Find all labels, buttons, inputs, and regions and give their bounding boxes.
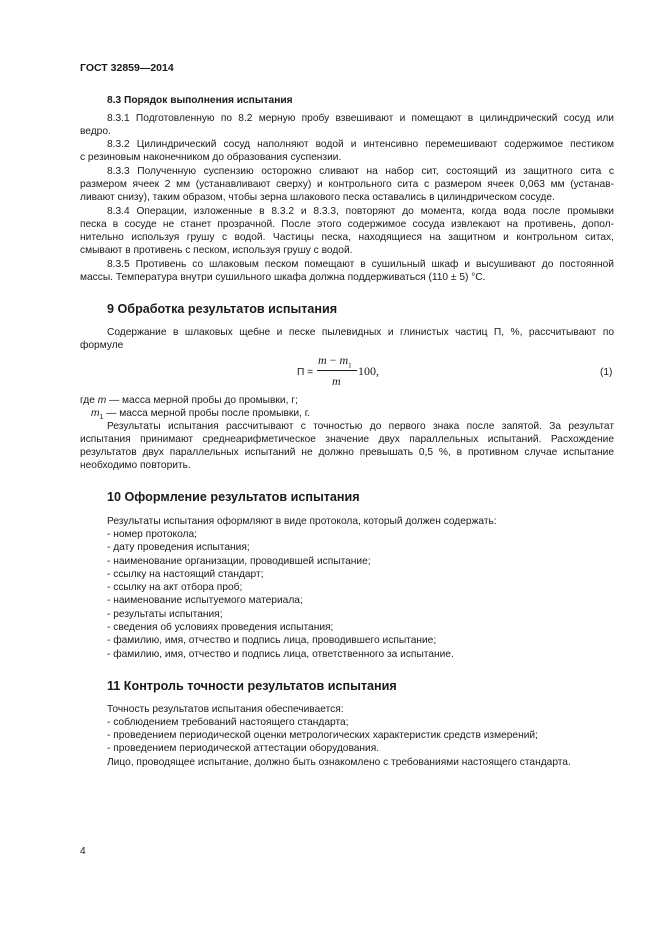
paragraph-line: с резиновым наконечником до образования суспензии. bbox=[80, 152, 342, 163]
section-title-11: 11 Контроль точности результатов испытания bbox=[107, 679, 397, 693]
formula-number: (1) bbox=[600, 367, 613, 378]
paragraph-line: 8.3.5 Противень со шлаковым песком помещают в сушильный шкаф и высушивают до постоянной bbox=[107, 259, 614, 270]
paragraph-line: размером ячеек 2 мм (устанавливают сверху) и контрольного сита с размером ячеек 0,063 мм (устанав- bbox=[80, 179, 614, 190]
paragraph-line: ведро. bbox=[80, 126, 111, 137]
subsection-title-8-3: 8.3 Порядок выполнения испытания bbox=[107, 95, 293, 106]
paragraph-line: формуле bbox=[80, 340, 124, 351]
formula-denominator: m bbox=[332, 374, 341, 388]
list-item: - проведением периодической оценки метрологических характеристик средств измерений; bbox=[107, 730, 538, 741]
formula-explanation: где m — масса мерной пробы до промывки, г; bbox=[80, 395, 298, 406]
paragraph-line: массы. Температура внутри сушильного шкафа должна поддерживаться (110 ± 5) °С. bbox=[80, 272, 486, 283]
section-title-9: 9 Обработка результатов испытания bbox=[107, 302, 338, 316]
paragraph-line: испытания принимают среднеарифметическое значение двух параллельных испытаний. Расхождение bbox=[80, 434, 614, 445]
formula-explanation: $m_1$ — масса мерной пробы после промывки, г. bbox=[91, 408, 311, 422]
list-item: - фамилию, имя, отчество и подпись лица, ответственного за испытание. bbox=[107, 649, 454, 660]
paragraph-line: 8.3.2 Цилиндрический сосуд наполняют водой и интенсивно перемешивают содержимое пестиком bbox=[107, 139, 614, 150]
paragraph-line: Точность результатов испытания обеспечивается: bbox=[107, 704, 344, 715]
paragraph-line: Результаты испытания рассчитывают с точностью до первого знака после запятой. За результат bbox=[107, 421, 614, 432]
document-header: ГОСТ 32859—2014 bbox=[80, 62, 174, 74]
paragraph-line: необходимо повторить. bbox=[80, 460, 191, 471]
paragraph-line: нительно используя грушу с водой. Частицы песка, находящиеся на защитном и контрольном ситах, bbox=[80, 232, 614, 243]
list-item: - фамилию, имя, отчество и подпись лица, проводившего испытание; bbox=[107, 635, 437, 646]
paragraph-line: смывают в противень с песком, используя грушу с водой. bbox=[80, 245, 353, 256]
paragraph-line: 8.3.3 Полученную суспензию осторожно сливают на набор сит, состоящий из защитного сита с bbox=[107, 166, 614, 177]
paragraph-line: песка в сосуде не станет прозрачной. После этого содержимое сосуда извлекают на противень, допол- bbox=[80, 219, 614, 230]
paragraph-line: 8.3.1 Подготовленную по 8.2 мерную пробу взвешивают и помещают в цилиндрический сосуд или bbox=[107, 113, 614, 124]
formula-lhs: П = bbox=[297, 367, 314, 378]
list-item: - проведением периодической аттестации оборудования. bbox=[107, 743, 380, 754]
paragraph-line: Результаты испытания оформляют в виде протокола, который должен содержать: bbox=[107, 516, 497, 527]
list-item: - ссылку на акт отбора проб; bbox=[107, 582, 243, 593]
formula-numerator: $m - m_1$ bbox=[318, 353, 352, 370]
list-item: - номер протокола; bbox=[107, 529, 197, 540]
paragraph-line: 8.3.4 Операции, изложенные в 8.3.2 и 8.3.3, повторяют до момента, когда вода после промывки bbox=[107, 206, 614, 217]
list-item: - сведения об условиях проведения испытания; bbox=[107, 622, 334, 633]
list-item: - результаты испытания; bbox=[107, 609, 223, 620]
list-item: - наименование испытуемого материала; bbox=[107, 595, 303, 606]
page-number: 4 bbox=[80, 846, 86, 857]
paragraph-line: ливают снизу), таким образом, чтобы зерна шлакового песка оставались в цилиндрическом сосуде. bbox=[80, 192, 555, 203]
list-item: - соблюдением требований настоящего стандарта; bbox=[107, 717, 349, 728]
formula-factor: 100, bbox=[358, 364, 379, 378]
fraction-bar bbox=[317, 370, 357, 371]
paragraph-line: Лицо, проводящее испытание, должно быть ознакомлено с требованиями настоящего стандарта. bbox=[107, 757, 571, 768]
paragraph-line: Содержание в шлаковых щебне и песке пылевидных и глинистых частиц П, %, рассчитывают по bbox=[107, 327, 614, 338]
list-item: - ссылку на настоящий стандарт; bbox=[107, 569, 264, 580]
list-item: - дату проведения испытания; bbox=[107, 542, 250, 553]
paragraph-line: результатов двух параллельных испытаний не должно превышать 0,5 %, в противном случае испытание bbox=[80, 447, 614, 458]
section-title-10: 10 Оформление результатов испытания bbox=[107, 490, 360, 504]
list-item: - наименование организации, проводившей испытание; bbox=[107, 556, 371, 567]
